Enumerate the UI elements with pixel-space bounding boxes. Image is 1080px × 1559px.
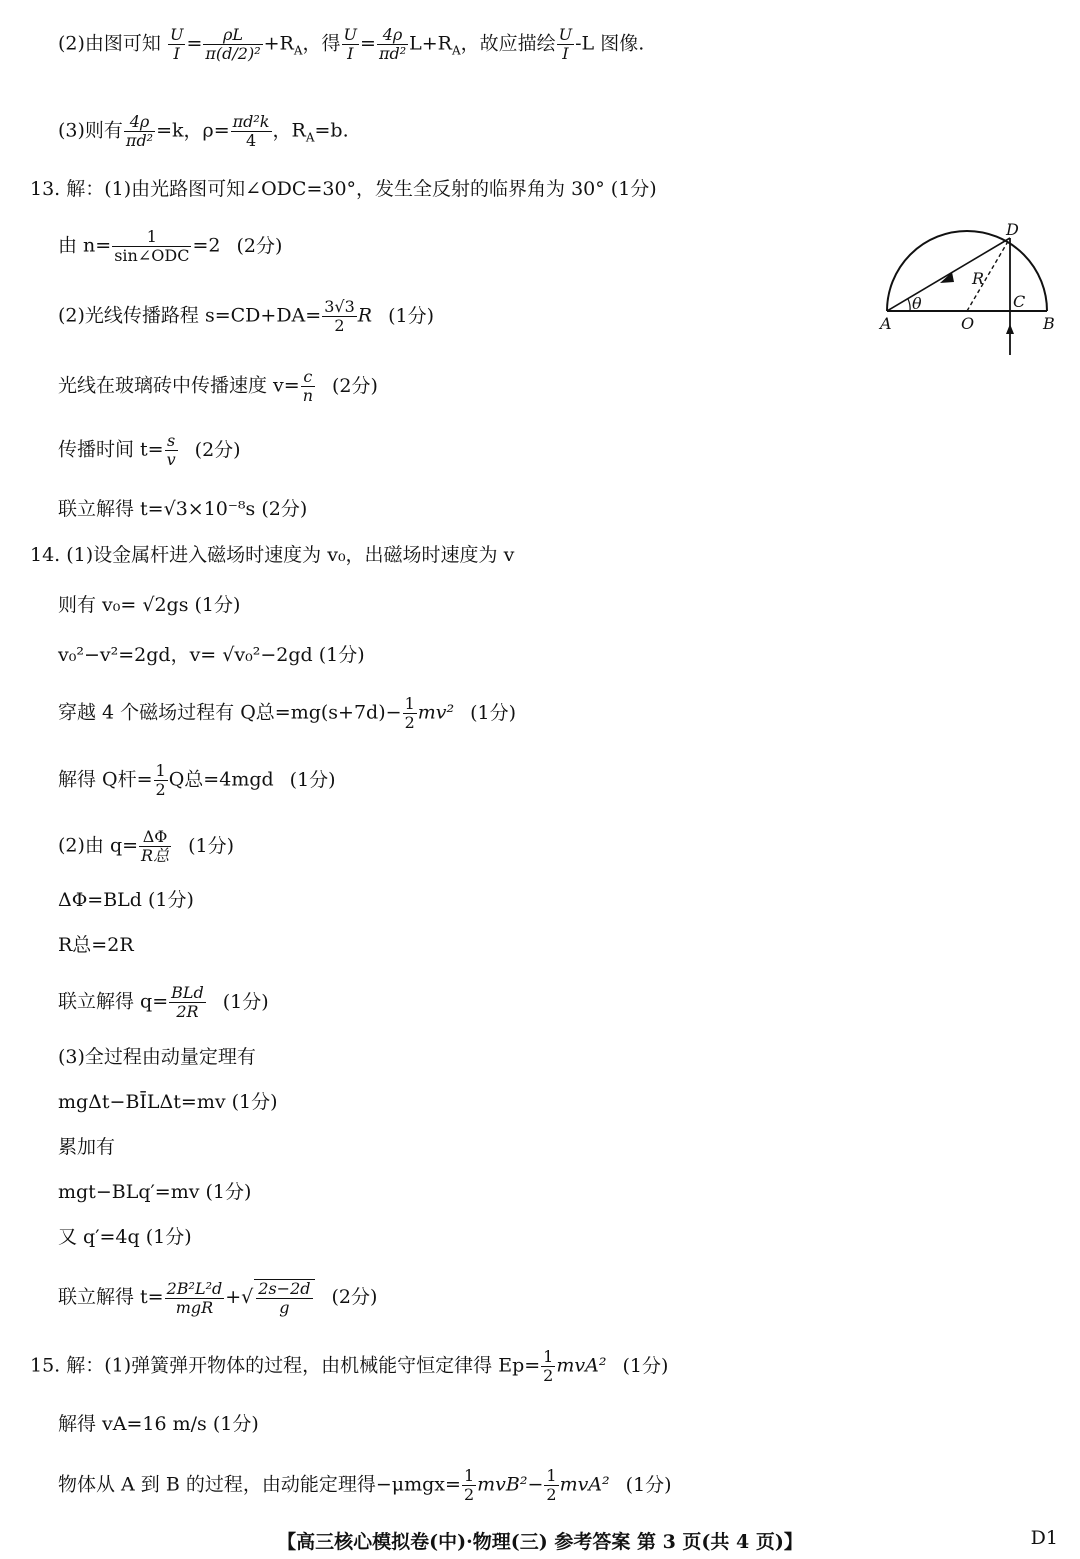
q14-line-5: 解得 Q杆= $\frac{1}{2}$ Q总=4mgd (1分): [58, 761, 336, 799]
q13-line-6: 联立解得 t=√3×10⁻⁸s (2分): [58, 498, 308, 520]
q15-line-2: 解得 vA=16 m/s (1分): [58, 1413, 259, 1435]
label-theta: θ: [912, 294, 922, 313]
q13-line-4: 光线在玻璃砖中传播速度 v= $\frac{c}{n}$ (2分): [58, 367, 378, 405]
q14-line-6: (2)由 q= $\frac{\Delta\Phi}{\text{R总}}$ (1分): [58, 827, 235, 865]
label-A: A: [880, 314, 892, 333]
q14-line-9: 联立解得 q= $\frac{\text{BLd}}{2R}$ (1分): [58, 983, 269, 1021]
q14-line-14: 又 q′=4q (1分): [58, 1226, 192, 1248]
page-code: D1: [1030, 1527, 1058, 1549]
q14-line-15: 联立解得 t= $\frac{\text{2B²L²d}}{\text{mgR}}$ +√ $\frac{2s-2d}{g}$ (2分): [58, 1278, 378, 1317]
label-O: O: [961, 314, 975, 333]
q14-line-2: 则有 v₀= √2gs (1分): [58, 594, 241, 616]
q13-line-3: (2)光线传播路程 s=CD+DA= $\frac{3√3}{2}$ R (1分): [58, 297, 434, 335]
q14-line-1: 14. (1)设金属杆进入磁场时速度为 v₀，出磁场时速度为 v: [30, 544, 515, 566]
label-D: D: [1006, 220, 1019, 239]
eq-line-3: (3)则有 $\frac{4\rho}{\text{πd²}}$ =k，ρ= $\frac{\text{πd²k}}{4}$ ，$R_A=b$.: [58, 112, 349, 150]
q13-line-2: 由 n= $\frac{1}{\text{sin∠ODC}}$ =2 (2分): [58, 227, 283, 265]
chord-DA: [887, 238, 1010, 311]
q14-line-8: R总=2R: [58, 934, 134, 956]
label-C: C: [1013, 292, 1026, 311]
q14-line-12: 累加有: [58, 1136, 116, 1158]
label-B: B: [1043, 314, 1055, 333]
angle-arc: [908, 299, 910, 311]
page-footer: 【高三核心模拟卷(中)·物理(三) 参考答案 第 3 页(共 4 页)】: [277, 1531, 803, 1553]
semicircle-diagram: [870, 220, 1070, 360]
q14-line-13: mgt−BLq′=mv (1分): [58, 1181, 252, 1203]
q14-line-3: v₀²−v²=2gd，v= √v₀²−2gd (1分): [58, 644, 365, 666]
eq-line-2: (2)由图可知 $\frac{U}{I}$ = $\frac{\rho L}{\text{π(d/2)²}}$ $+R_A$，得 $\frac{U}{I}$ = $\frac{4\rho}{\text{πd²}}$ $L+R_A$，故应描绘 $\frac{U}{I}$ -L 图像.: [58, 25, 645, 63]
q15-line-1: 15. 解：(1)弹簧弹开物体的过程，由机械能守恒定律得 Ep= $\frac{1}{2}$ mvA² (1分): [30, 1347, 669, 1385]
q14-line-7: ΔΦ=BLd (1分): [58, 889, 194, 911]
q14-line-11: mgΔt−BĪLΔt=mv (1分): [58, 1091, 278, 1113]
ray-arrow-up: [1006, 324, 1014, 334]
q14-line-4: 穿越 4 个磁场过程有 Q总=mg(s+7d)− $\frac{1}{2}$ mv² (1分): [58, 694, 517, 732]
label-R: R: [972, 269, 985, 288]
q13-line-1: 13. 解：(1)由光路图可知∠ODC=30°，发生全反射的临界角为 30° (1分): [30, 178, 657, 200]
q14-line-10: (3)全过程由动量定理有: [58, 1046, 256, 1068]
q15-line-3: 物体从 A 到 B 的过程，由动能定理得−μmgx= $\frac{1}{2}$ mvB²− $\frac{1}{2}$ mvA² (1分): [58, 1466, 672, 1504]
q13-line-5: 传播时间 t= $\frac{s}{v}$ (2分): [58, 431, 241, 469]
